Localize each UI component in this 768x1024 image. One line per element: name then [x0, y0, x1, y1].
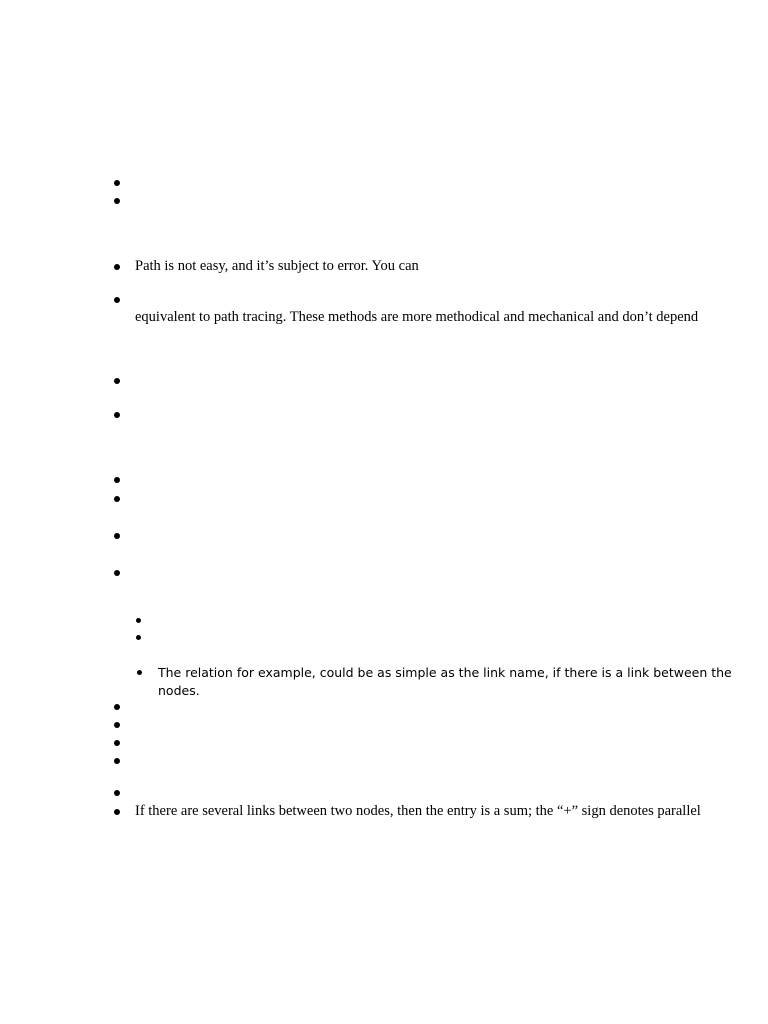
bullet-12 [114, 722, 120, 728]
bullet-1 [114, 180, 120, 186]
bullet-8 [114, 496, 120, 502]
bullet-3 [114, 264, 120, 270]
bullet-9 [114, 533, 120, 539]
bullet-6 [114, 412, 120, 418]
text-line-relation: The relation for example, could be as simple as the link name, if there is a link between the [158, 665, 732, 680]
bullet-16 [114, 809, 120, 815]
bullet-14 [114, 758, 120, 764]
bullet-11 [114, 704, 120, 710]
bullet-7 [114, 477, 120, 483]
bullet-nested-1 [136, 618, 141, 623]
bullet-5 [114, 378, 120, 384]
text-line-path: Path is not easy, and it’s subject to error. You can [135, 258, 419, 274]
bullet-15 [114, 790, 120, 796]
bullet-10 [114, 570, 120, 576]
bullet-4 [114, 297, 120, 303]
bullet-13 [114, 740, 120, 746]
bullet-2 [114, 198, 120, 204]
text-line-equivalent: equivalent to path tracing. These methods are more methodical and mechanical and don’t depend [135, 309, 699, 325]
bullet-nested-3 [137, 670, 142, 675]
text-line-several-links: If there are several links between two nodes, then the entry is a sum; the “+” sign denotes parallel [135, 803, 701, 819]
bullet-nested-2 [136, 635, 141, 640]
text-line-relation-cont: nodes. [158, 683, 200, 698]
